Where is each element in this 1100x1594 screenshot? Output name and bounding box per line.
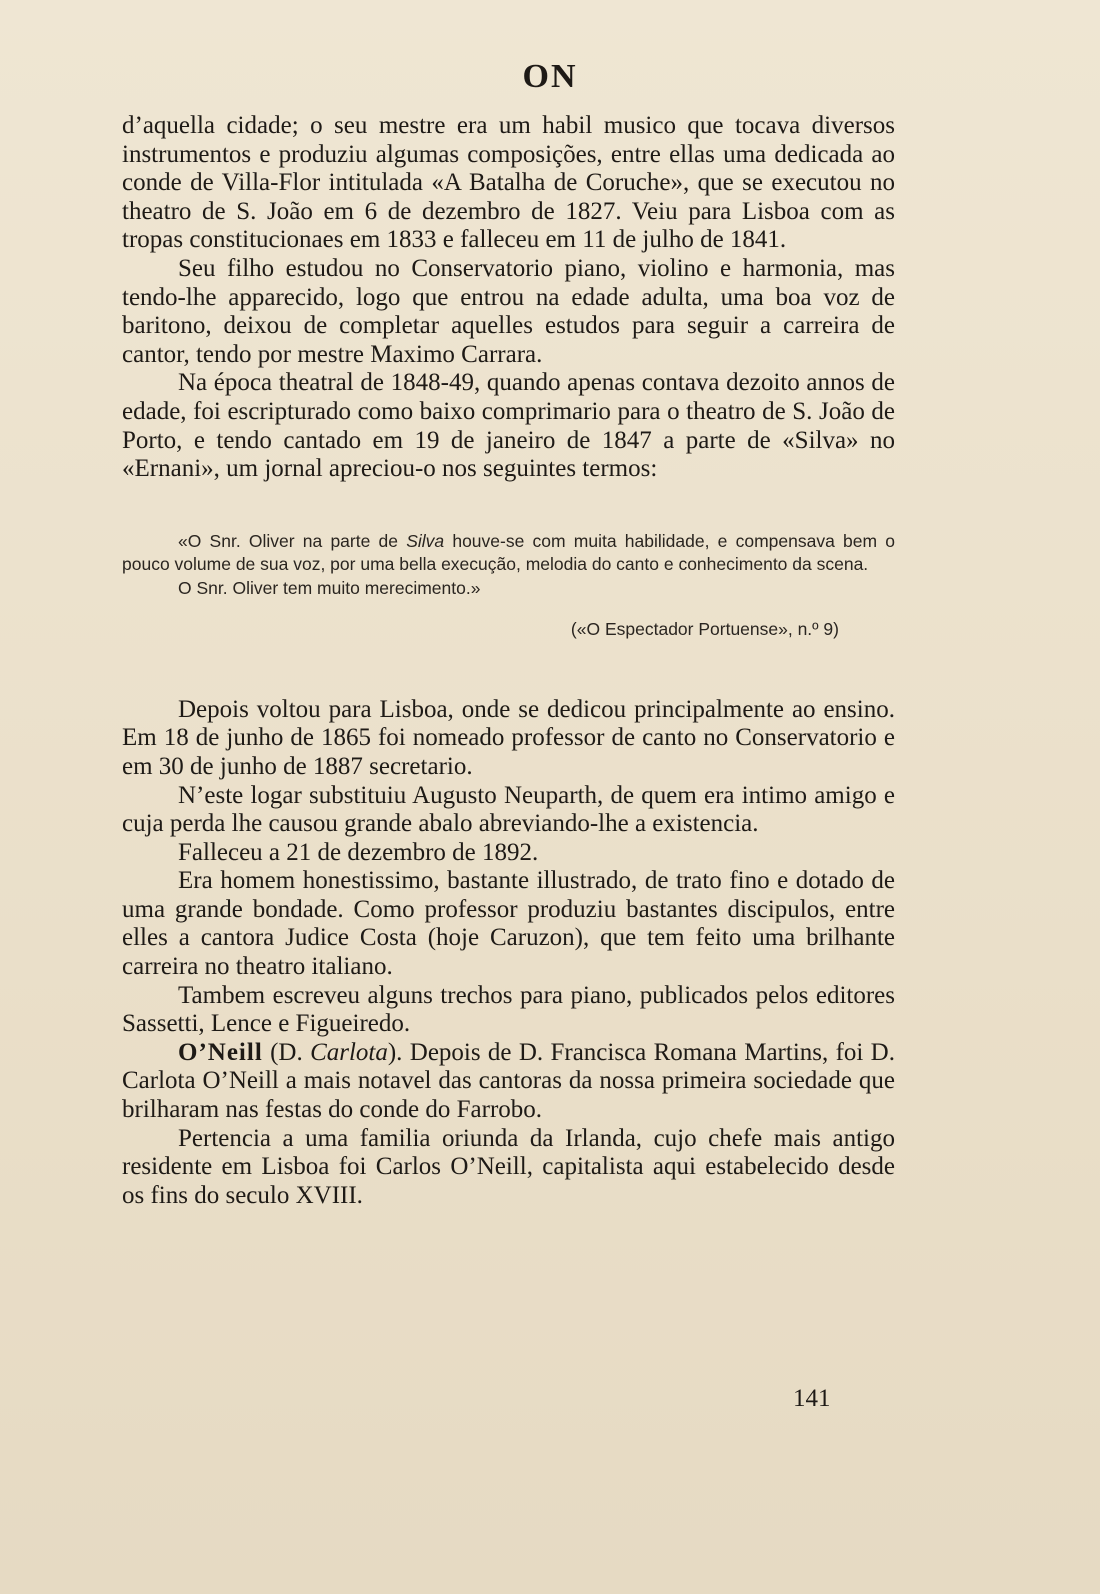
quote-text-start: «O Snr. Oliver na parte de bbox=[178, 530, 407, 551]
running-head: ON bbox=[522, 58, 578, 95]
paragraph-4: Depois voltou para Lisboa, onde se dedicou principalmente ao ensino. Em 18 de junho de 1865 foi nomeado professor de canto no Conservatorio e em 30 de junho de 1887 secretario. bbox=[122, 695, 895, 780]
quote-role-name: Silva bbox=[406, 530, 445, 551]
paragraph-2: Seu filho estudou no Conservatorio piano, violino e harmonia, mas tendo-lhe apparecido, logo que entrou na edade adulta, uma boa voz de baritono, deixou de completar aquelles estudos para seguir a carreira de cantor, tendo por mestre Maximo Carrara. bbox=[122, 254, 895, 368]
newspaper-quote bbox=[122, 530, 895, 642]
entry-text: Depois de D. Francisca Romana Martins, foi D. Carlota O’Neill a mais notavel das cantoras da nossa primeira sociedade que brilharam nas festas do conde do Farrobo. bbox=[122, 1038, 895, 1124]
entry-paren-close: ). bbox=[387, 1038, 403, 1066]
paragraph-6: Falleceu a 21 de dezembro de 1892. bbox=[178, 838, 539, 866]
quote-paragraph-1 bbox=[122, 530, 895, 577]
entry-oneill bbox=[122, 1039, 895, 1125]
entry-paren-open: (D. bbox=[262, 1038, 311, 1066]
paragraph-7: Era homem honestissimo, bastante illustrado, de trato fino e dotado de uma grande bondade. Como professor produziu bastantes discipulos, entre elles a cantora Judice Costa (hoje Caruzon), que tem feito uma brilhante carreira no theatro italiano. bbox=[122, 867, 895, 981]
quote-paragraph-2: O Snr. Oliver tem muito merecimento.» bbox=[178, 577, 481, 598]
paragraph-1: d’aquella cidade; o seu mestre era um habil musico que tocava diversos instrumentos e produziu algumas composições, entre ellas uma dedicada ao conde de Villa-Flor intitulada «A Batalha de Coruche», que se executou no theatro de S. João em 6 de dezembro de 1827. Veiu para Lisboa com as tropas constitucionaes em 1833 e falleceu em 11 de julho de 1841. bbox=[122, 112, 895, 254]
paragraph-8: Tambem escreveu alguns trechos para piano, publicados pelos editores Sassetti, Lence e Figueiredo. bbox=[122, 981, 895, 1038]
quote-text-end: houve-se com muita habilidade, e compensava bem o pouco volume de sua voz, por uma bella execução, melodia do canto e conhecimento da scena. bbox=[122, 530, 895, 575]
page-body bbox=[122, 112, 895, 1210]
quote-source: («O Espectador Portuense», n.º 9) bbox=[570, 619, 839, 640]
paragraph-3: Na época theatral de 1848-49, quando apenas contava dezoito annos de edade, foi escripturado como baixo comprimario para o theatro de S. João de Porto, e tendo cantado em 19 de janeiro de 1847 a parte de «Silva» no «Ernani», um jornal apreciou-o nos seguintes termos: bbox=[122, 369, 895, 483]
paragraph-5: N’este logar substituiu Augusto Neuparth, de quem era intimo amigo e cuja perda lhe causou grande abalo abreviando-lhe a existencia. bbox=[122, 781, 895, 838]
entry-headword: O’Neill bbox=[178, 1038, 263, 1066]
entry-given-name: Carlota bbox=[310, 1038, 388, 1066]
page-number: 141 bbox=[793, 1385, 831, 1412]
paragraph-9: Pertencia a uma familia oriunda da Irlanda, cujo chefe mais antigo residente em Lisboa foi Carlos O’Neill, capitalista aqui estabelecido desde os fins do seculo XVIII. bbox=[122, 1124, 895, 1209]
